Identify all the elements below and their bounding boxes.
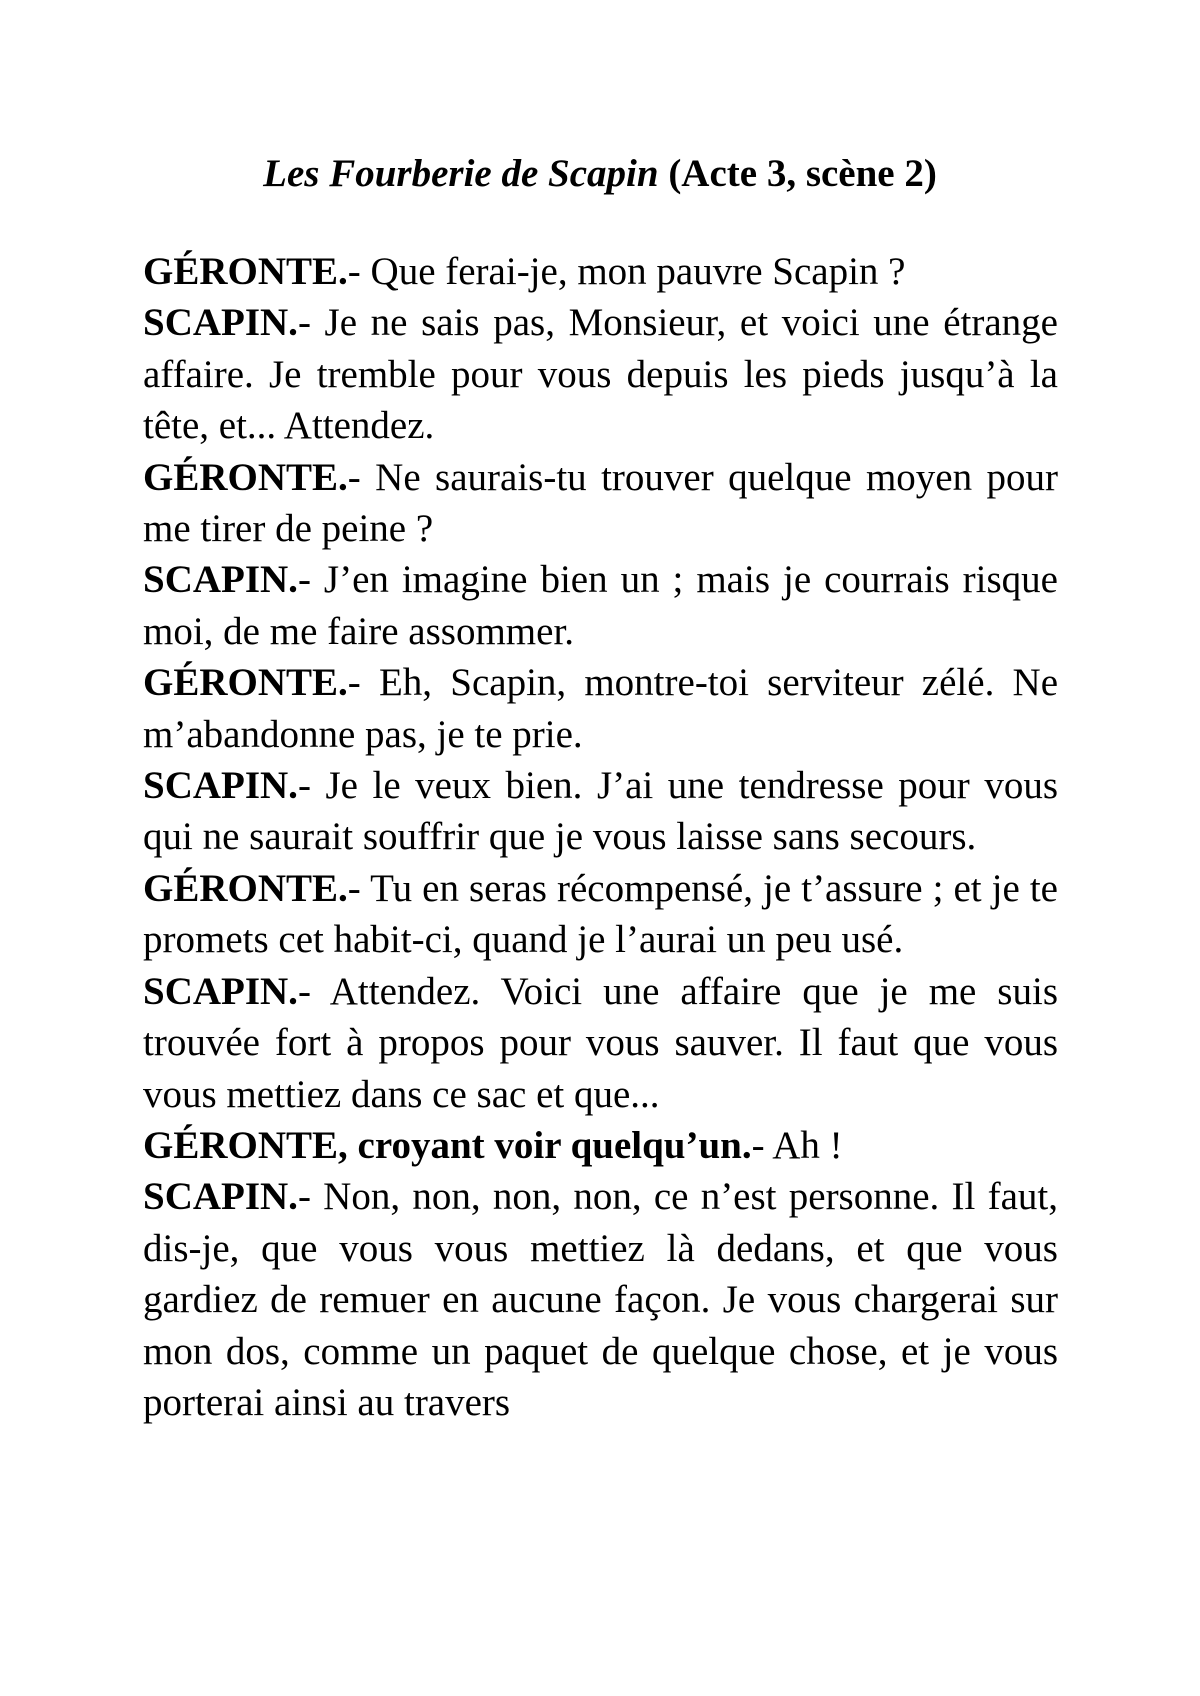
line-text: - Je le veux bien. J’ai une tendresse pour vous qui ne saurait souffrir que je vous laisse sans secours. <box>143 764 1058 859</box>
speaker-name: SCAPIN. <box>143 301 298 345</box>
dialogue-line <box>143 452 1058 555</box>
dialogue-line <box>143 760 1058 863</box>
line-text: - J’en imagine bien un ; mais je courrais risque moi, de me faire assommer. <box>143 558 1058 653</box>
speaker-name: SCAPIN. <box>143 1175 298 1219</box>
speaker-name: GÉRONTE. <box>143 455 348 499</box>
dialogue-line <box>143 1171 1058 1428</box>
line-text: - Je ne sais pas, Monsieur, et voici une étrange affaire. Je tremble pour vous depuis les pieds jusqu’à la tête, et... Attendez. <box>143 301 1058 448</box>
speaker-name: GÉRONTE, croyant voir quelqu’un. <box>143 1123 752 1167</box>
dialogue-body <box>143 246 1058 1428</box>
line-text: - Ah ! <box>751 1123 843 1167</box>
dialogue-line <box>143 966 1058 1120</box>
speaker-name: SCAPIN. <box>143 558 298 602</box>
act-scene: (Acte 3, scène 2) <box>658 152 937 195</box>
speaker-name: GÉRONTE. <box>143 250 348 293</box>
speaker-name: GÉRONTE. <box>143 866 348 910</box>
line-text: - Eh, Scapin, montre-toi serviteur zélé. Ne m’abandonne pas, je te prie. <box>143 661 1058 756</box>
speaker-name: SCAPIN. <box>143 764 298 808</box>
dialogue-line <box>143 246 1058 297</box>
line-text: - Attendez. Voici une affaire que je me suis trouvée fort à propos pour vous sauver. Il faut que vous vous mettiez dans ce sac et que... <box>143 969 1058 1116</box>
page-title <box>0 148 1200 200</box>
speaker-name: GÉRONTE. <box>143 661 348 705</box>
play-title: Les Fourberie de Scapin <box>263 152 659 195</box>
dialogue-line <box>143 657 1058 760</box>
dialogue-line <box>143 554 1058 657</box>
dialogue-line <box>143 1120 1058 1171</box>
line-text: - Ne saurais-tu trouver quelque moyen pour me tirer de peine ? <box>143 455 1058 551</box>
speaker-name: SCAPIN. <box>143 969 298 1013</box>
dialogue-line <box>143 863 1058 966</box>
line-text: - Non, non, non, non, ce n’est personne. Il faut, dis-je, que vous vous mettiez là dedans, et que vous gardiez de remuer en aucune façon. Je vous chargerai sur mon dos, comme un paquet de quelque chose, et je vous porterai ainsi au travers <box>143 1175 1058 1424</box>
line-text: - Que ferai-je, mon pauvre Scapin ? <box>347 250 906 293</box>
line-text: - Tu en seras récompensé, je t’assure ; et je te promets cet habit-ci, quand je l’aurai un peu usé. <box>143 866 1058 962</box>
dialogue-line <box>143 297 1058 451</box>
